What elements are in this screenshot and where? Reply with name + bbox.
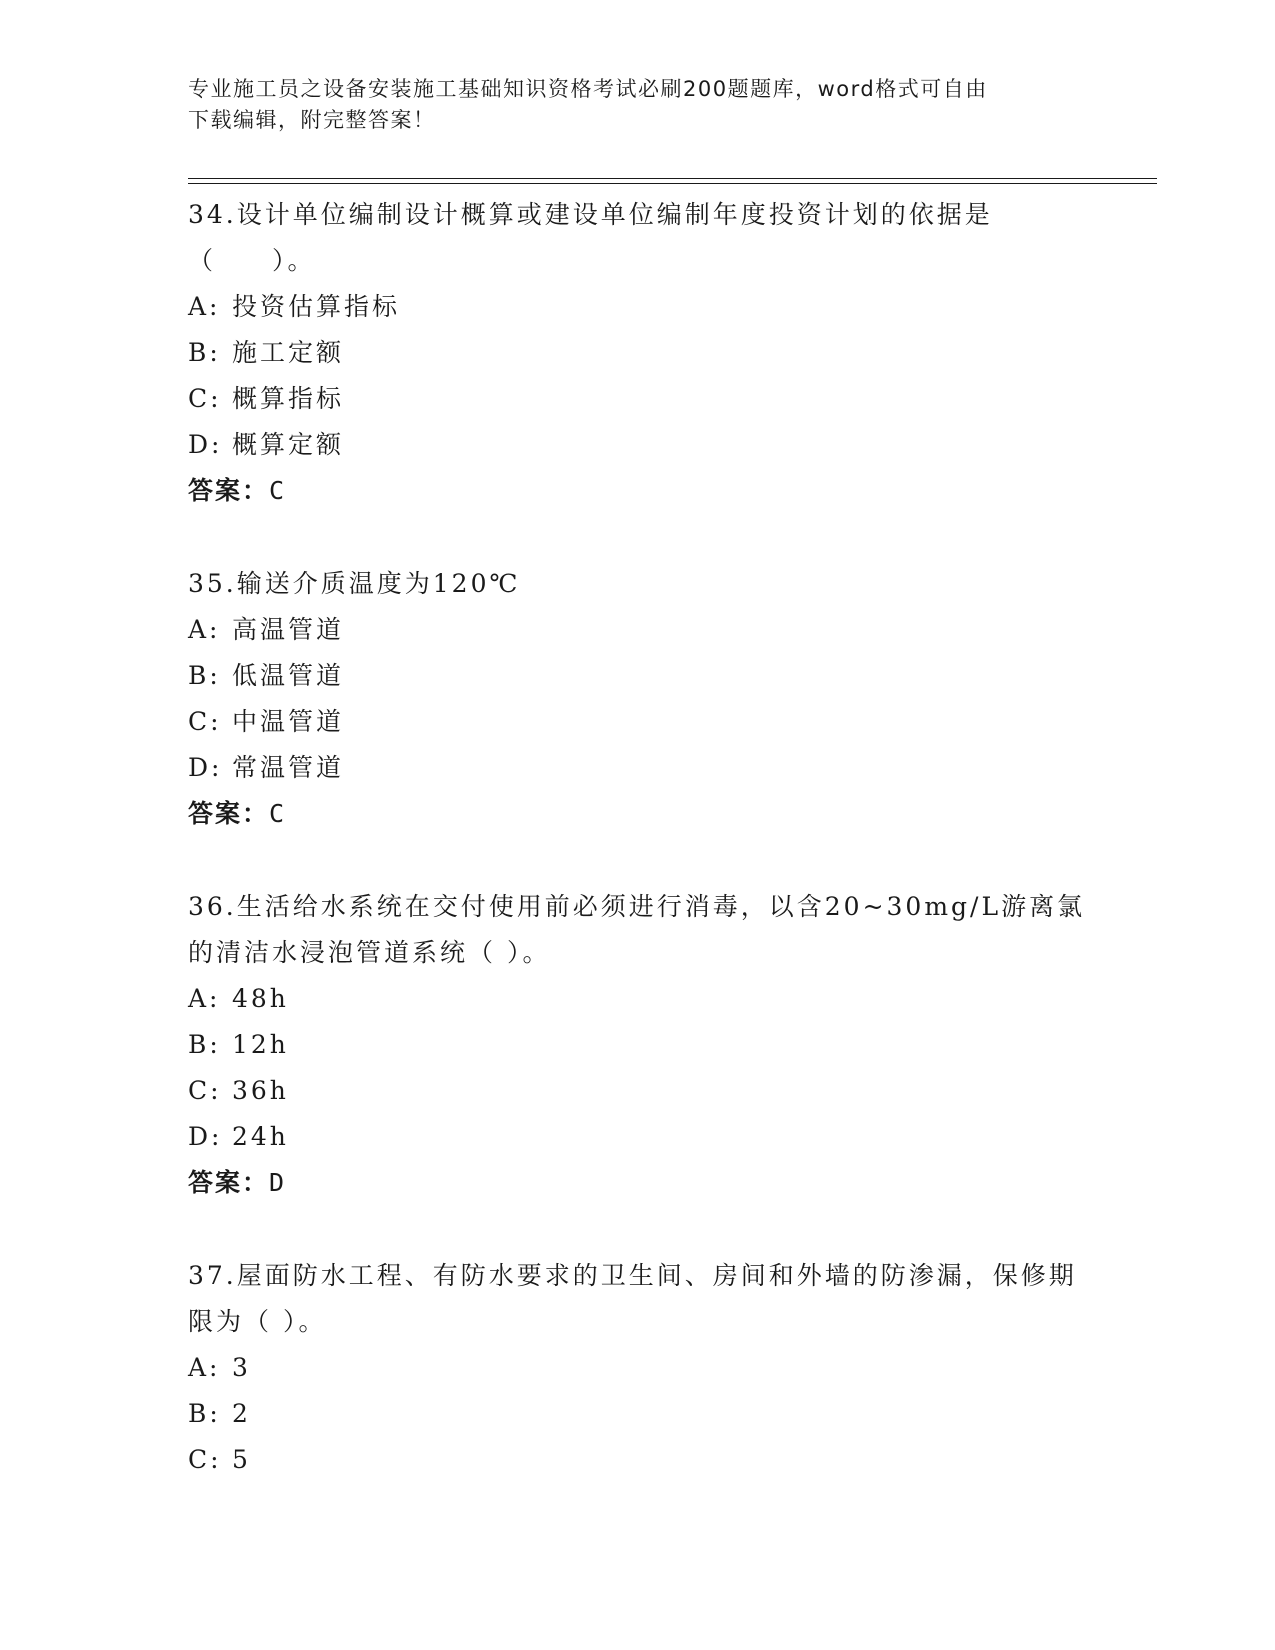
option-d bbox=[188, 422, 1088, 468]
option-text: 12h bbox=[232, 1030, 289, 1059]
option-c bbox=[188, 699, 1088, 745]
option-text: 投资估算指标 bbox=[232, 292, 401, 321]
option-text: 24h bbox=[232, 1122, 289, 1151]
option-b bbox=[188, 1022, 1088, 1068]
option-a bbox=[188, 976, 1088, 1022]
header-divider-top bbox=[188, 178, 1157, 179]
option-text: 中温管道 bbox=[232, 707, 345, 736]
answer-line bbox=[188, 468, 1088, 514]
option-c bbox=[188, 376, 1088, 422]
option-b bbox=[188, 330, 1088, 376]
option-letter: D: bbox=[188, 430, 223, 459]
document-header bbox=[188, 74, 1088, 136]
answer-line bbox=[188, 791, 1088, 837]
option-letter: C: bbox=[188, 1076, 222, 1105]
option-text: 3 bbox=[232, 1353, 251, 1382]
answer-label: 答案： bbox=[188, 799, 270, 828]
option-letter: C: bbox=[188, 707, 222, 736]
option-text: 概算指标 bbox=[232, 384, 345, 413]
option-d bbox=[188, 745, 1088, 791]
question-35 bbox=[188, 559, 1088, 837]
question-text: 34.设计单位编制设计概算或建设单位编制年度投资计划的依据是（ ）。 bbox=[188, 200, 993, 275]
option-c bbox=[188, 1437, 1088, 1483]
option-letter: D: bbox=[188, 1122, 223, 1151]
option-letter: C: bbox=[188, 384, 222, 413]
option-letter: B: bbox=[188, 1399, 221, 1428]
answer-value: C bbox=[269, 476, 287, 505]
answer-label: 答案： bbox=[188, 1168, 270, 1197]
option-text: 5 bbox=[232, 1445, 251, 1474]
option-b bbox=[188, 1391, 1088, 1437]
option-letter: B: bbox=[188, 338, 221, 367]
option-letter: B: bbox=[188, 661, 221, 690]
option-letter: A: bbox=[188, 292, 221, 321]
option-b bbox=[188, 653, 1088, 699]
option-letter: B: bbox=[188, 1030, 221, 1059]
answer-label: 答案： bbox=[188, 476, 270, 505]
option-text: 概算定额 bbox=[232, 430, 345, 459]
question-text: 35.输送介质温度为120℃ bbox=[188, 569, 521, 598]
option-text: 2 bbox=[232, 1399, 251, 1428]
answer-line bbox=[188, 1160, 1088, 1206]
option-letter: A: bbox=[188, 615, 221, 644]
option-letter: C: bbox=[188, 1445, 222, 1474]
header-line-1: 专业施工员之设备安装施工基础知识资格考试必刷200题题库，word格式可自由 bbox=[188, 77, 988, 101]
question-37 bbox=[188, 1251, 1088, 1483]
option-a bbox=[188, 284, 1088, 330]
option-text: 低温管道 bbox=[232, 661, 345, 690]
option-text: 高温管道 bbox=[232, 615, 345, 644]
question-34 bbox=[188, 190, 1088, 514]
option-text: 施工定额 bbox=[232, 338, 345, 367]
answer-value: C bbox=[269, 799, 287, 828]
header-line-2: 下载编辑，附完整答案！ bbox=[188, 108, 436, 132]
option-text: 48h bbox=[232, 984, 289, 1013]
question-text: 36.生活给水系统在交付使用前必须进行消毒，以含20~30mg/L游离氯的清洁水浸泡管道系统（ ）。 bbox=[188, 892, 1086, 967]
option-c bbox=[188, 1068, 1088, 1114]
option-letter: D: bbox=[188, 753, 223, 782]
option-letter: A: bbox=[188, 984, 221, 1013]
option-a bbox=[188, 1345, 1088, 1391]
header-divider-bottom bbox=[188, 183, 1157, 184]
option-letter: A: bbox=[188, 1353, 221, 1382]
option-text: 常温管道 bbox=[232, 753, 345, 782]
option-d bbox=[188, 1114, 1088, 1160]
question-36 bbox=[188, 882, 1088, 1206]
answer-value: D bbox=[269, 1168, 287, 1197]
option-a bbox=[188, 607, 1088, 653]
question-text: 37.屋面防水工程、有防水要求的卫生间、房间和外墙的防渗漏，保修期限为（ ）。 bbox=[188, 1261, 1077, 1336]
option-text: 36h bbox=[232, 1076, 289, 1105]
question-list bbox=[188, 190, 1088, 1528]
